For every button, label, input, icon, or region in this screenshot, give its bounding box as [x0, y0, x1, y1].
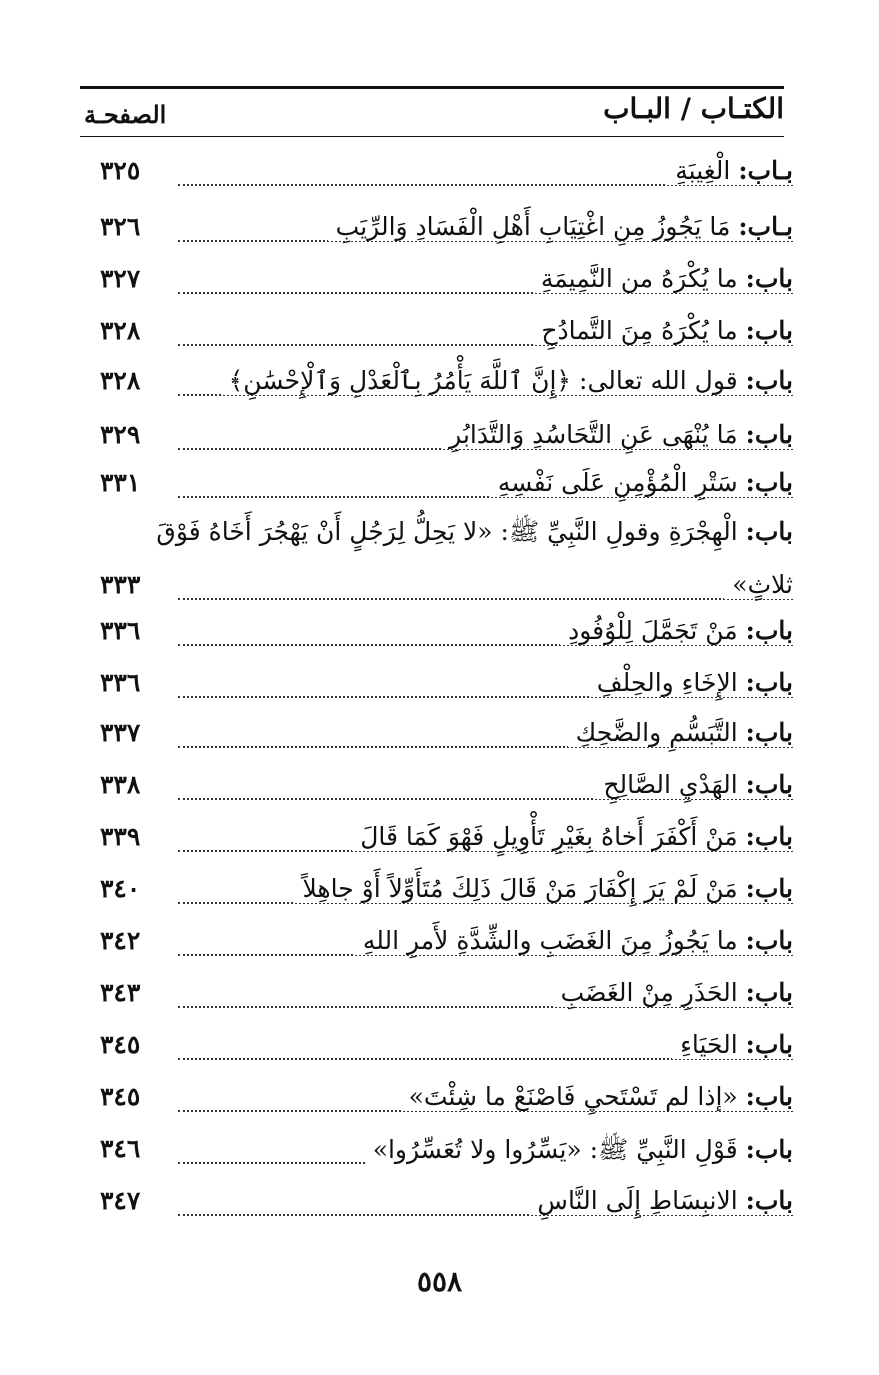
entry-keyword: باب: [745, 1186, 793, 1215]
entry-title: «إذا لم تَسْتَحيِ فَاصْنَعْ ما شِئْتَ» [408, 1082, 738, 1111]
entry-title: الهَدْيِ الصَّالِحِ [603, 770, 738, 799]
entry-label [529, 1186, 793, 1215]
header-top-rule [80, 86, 784, 89]
entry-page-number: ٣٣٧ [100, 718, 141, 747]
index-entry [100, 1132, 793, 1178]
entry-page-number: ٣٤٣ [100, 978, 141, 1007]
index-entry [100, 768, 793, 814]
entry-keyword: باب: [745, 264, 793, 293]
entry-label [595, 770, 793, 799]
entry-title: قَوْلِ النَّبِيِّ ﷺ: «يَسِّرُوا ولا تُعَسِّرُوا» [372, 1135, 738, 1164]
entry-keyword: باب: [745, 770, 793, 799]
entry-page-number: ٣٣٣ [100, 570, 141, 599]
entry-page-number: ٣٢٥ [100, 156, 141, 185]
entry-keyword: باب: [745, 874, 793, 903]
entry-page-number: ٣٤٠ [100, 874, 141, 903]
entry-keyword: باب: [745, 468, 793, 497]
entry-page-number: ٣٣١ [100, 468, 141, 497]
entry-label [401, 1082, 793, 1111]
index-entry [100, 666, 793, 712]
entry-keyword: بـاب: [738, 212, 793, 241]
entry-label [355, 926, 793, 955]
entry-page-number: ٣٣٩ [100, 822, 141, 851]
entry-title: مَا يُنْهَى عَنِ التَّحَاسُدِ وَالتَّدَابُرِ [449, 420, 738, 449]
entry-label [533, 316, 793, 345]
header-page-column: الصفحـة [84, 100, 167, 129]
index-entry [100, 314, 793, 360]
entry-title: ما يُكْرَهُ مِنَ التَّمادُحِ [541, 316, 738, 345]
entry-page-number: ٣٤٧ [100, 1186, 141, 1215]
entry-label [553, 978, 793, 1007]
index-entry [100, 364, 793, 410]
entry-label [221, 366, 793, 395]
entry-title: الحَيَاءِ [680, 1030, 738, 1059]
entry-keyword: باب: [745, 1030, 793, 1059]
index-entry [100, 418, 793, 464]
entry-keyword: باب: [745, 616, 793, 645]
entry-page-number: ٣٤٥ [100, 1030, 141, 1059]
entry-label [672, 1030, 793, 1059]
entry-page-number: ٣٤٦ [100, 1134, 141, 1163]
index-entry [100, 976, 793, 1022]
leader-dots [178, 598, 793, 600]
entry-page-number: ٣٢٨ [100, 366, 141, 395]
entry-page-number: ٣٤٥ [100, 1082, 141, 1111]
index-entry [100, 924, 793, 970]
index-entry [100, 872, 793, 918]
page-number: ٥٥٨ [416, 1265, 463, 1298]
entry-keyword: باب: [745, 668, 793, 697]
entry-title: التَّبَسُّمِ والضَّحِكِ [575, 718, 738, 747]
entry-keyword: باب: [745, 316, 793, 345]
header-title: الكتـاب / البـاب [603, 92, 784, 125]
index-entry [100, 1184, 793, 1230]
entry-keyword: بـاب: [738, 156, 793, 185]
entry-label [328, 212, 793, 241]
header-bottom-rule [80, 136, 784, 137]
entry-page-number: ٣٢٩ [100, 420, 141, 449]
index-entry [100, 154, 793, 200]
index-entry [100, 517, 793, 614]
entry-keyword: باب: [745, 978, 793, 1007]
entry-title: الانبِسَاطِ إِلَى النَّاسِ [537, 1186, 738, 1215]
entry-page-number: ٣٢٦ [100, 212, 141, 241]
index-entry [100, 1080, 793, 1126]
index-entry [100, 1028, 793, 1074]
entry-title: مَنْ لَمْ يَرَ إِكْفَارَ مَنْ قَالَ ذَلِكَ مُتَأَوِّلاً أَوْ جاهِلاً [302, 874, 738, 903]
entry-label [589, 668, 793, 697]
entry-page-number: ٣٣٦ [100, 616, 141, 645]
entry-title: الْهِجْرَةِ وقولِ النَّبِيِّ ﷺ: «لا يَحِلُّ لِرَجُلٍ أَنْ يَهْجُرَ أَخَاهُ فَوْقَ [156, 517, 738, 546]
entry-title: الحَذَرِ مِنْ الغَضَبِ [560, 978, 738, 1007]
entry-keyword: باب: [745, 718, 793, 747]
index-entry [100, 210, 793, 256]
entry-page-number: ٣٣٨ [100, 770, 141, 799]
entry-title: الإِخَاءِ والحِلْفِ [596, 668, 738, 697]
entry-page-number: ٣٢٨ [100, 316, 141, 345]
index-entry [100, 716, 793, 762]
entry-keyword: باب: [745, 1082, 793, 1111]
entry-label [560, 616, 793, 645]
entry-keyword: باب: [745, 1135, 793, 1164]
entry-page-number: ٣٣٦ [100, 668, 141, 697]
entry-page-number: ٣٤٢ [100, 926, 141, 955]
index-entry [100, 262, 793, 308]
entry-label [295, 874, 793, 903]
entry-title: قول الله تعالى: ﴿إِنَّ ٱللَّهَ يَأْمُرُ بِٱلْعَدْلِ وَٱلْإِحْسَٰنِ﴾ [228, 366, 738, 395]
entry-title: ما يُكْرَهُ من النَّمِيمَةِ [540, 264, 738, 293]
entry-title: الْغِيبَةِ [675, 156, 731, 185]
index-entry [100, 820, 793, 866]
entry-title: ما يَجُوزُ مِنَ الغَضَبِ والشِّدَّةِ لأَمرِ اللهِ [362, 926, 738, 955]
entry-page-number: ٣٢٧ [100, 264, 141, 293]
entry-keyword: باب: [745, 926, 793, 955]
index-entry [100, 466, 793, 512]
entry-first-line [156, 516, 793, 553]
entry-title: مَنْ أَكْفَرَ أَخاهُ بِغَيْرِ تَأْوِيلٍ فَهْوَ كَمَا قَالَ [360, 822, 738, 851]
entry-label [441, 420, 793, 449]
entry-keyword: باب: [745, 822, 793, 851]
entry-label [533, 264, 793, 293]
entry-title: مَا يَجُوزُ مِنِ اغْتِيَابِ أَهْلِ الْفَسَادِ وَالرِّيَبِ [335, 212, 731, 241]
entry-title: سَتْرِ الْمُؤْمِنِ عَلَى نَفْسِهِ [497, 468, 738, 497]
index-entry [100, 614, 793, 660]
entry-label [365, 1134, 793, 1171]
entry-label [352, 822, 793, 851]
entry-keyword: باب: [745, 517, 793, 546]
entry-label [568, 718, 793, 747]
entry-title: مَنْ تَجَمَّلَ لِلْوُفُودِ [568, 616, 738, 645]
entry-label [667, 156, 793, 185]
entry-keyword: باب: [745, 366, 793, 395]
entry-keyword: باب: [745, 420, 793, 449]
entry-continuation: ثلاثٍ» [724, 570, 793, 599]
entry-label [490, 468, 793, 497]
